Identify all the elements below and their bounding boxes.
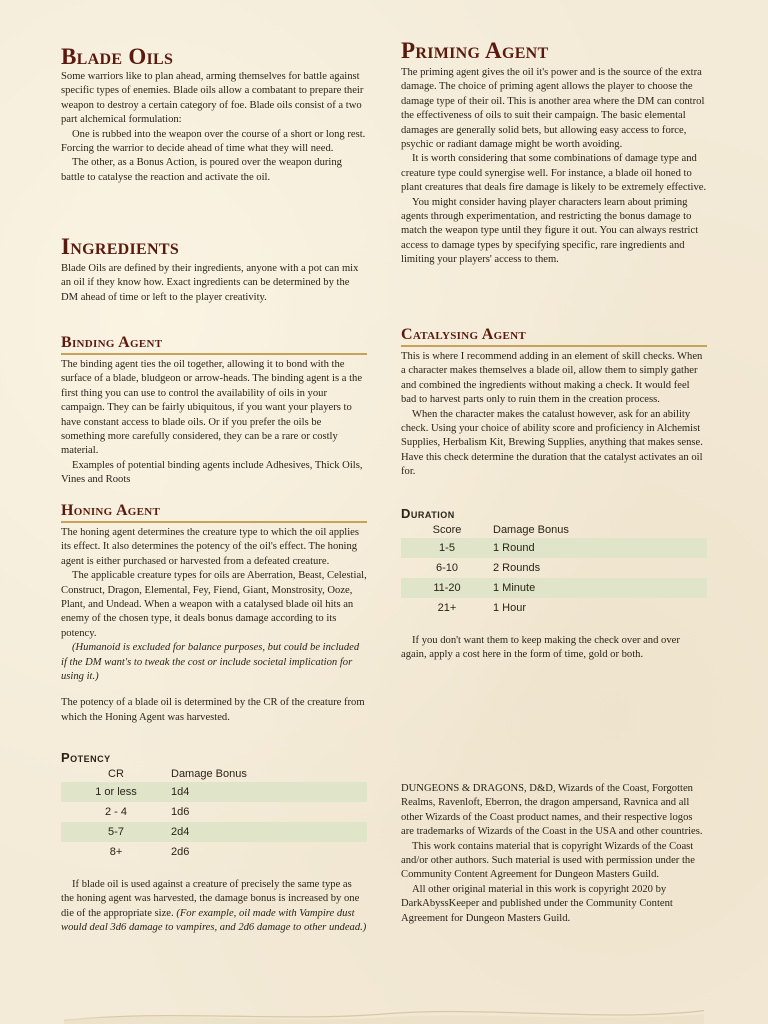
table-cell: 2d4	[171, 822, 367, 842]
table-cell: 2 - 4	[104, 806, 127, 818]
duration-table	[401, 521, 707, 618]
catalysing-agent-section	[401, 350, 707, 480]
table-cell: 21+	[437, 602, 457, 614]
table-row	[61, 782, 367, 802]
table-row	[401, 598, 707, 618]
heading-duration: Duration	[401, 506, 455, 521]
table-row	[401, 538, 707, 558]
table-row	[61, 822, 367, 842]
table-cell: 11-20	[401, 578, 493, 598]
blade-oils-section	[61, 70, 367, 185]
potency-table	[61, 765, 367, 862]
potency-note	[61, 878, 367, 936]
heading-ingredients: Ingredients	[61, 234, 180, 259]
table-cell: 2d6	[171, 846, 190, 858]
table-row	[401, 578, 707, 598]
paragraph: All other original material in this work is copyright 2020 by DarkAbyssKeeper and published under the Community Content Agreement for Dungeon Masters Guild.	[401, 883, 673, 924]
heading-binding-agent: Binding Agent	[61, 334, 367, 355]
table-cell: 5-7	[61, 822, 171, 842]
paragraph: The other, as a Bonus Action, is poured over the weapon during battle to catalyse the reaction and activate the oil.	[61, 157, 342, 183]
table-cell: 1d6	[171, 806, 190, 818]
heading-potency: Potency	[61, 750, 111, 765]
table-row	[401, 558, 707, 578]
table-header: Damage Bonus	[493, 523, 569, 536]
paragraph: The honing agent determines the creature type to which the oil applies its effect. It also determines the potency of the oil's effect. The honing agent is either purchased or harvested from a defeated creature.	[61, 527, 359, 567]
table-row	[61, 842, 367, 862]
table-cell: 8+	[109, 846, 123, 858]
table-cell: 1 Round	[493, 538, 707, 558]
paragraph: Blade Oils are defined by their ingredients, anyone with a pot can mix an oil if they know how. Exact ingredients can be determined by the DM ahead of time or left to the player creativity.	[61, 263, 359, 303]
table-header: Score	[432, 523, 462, 536]
table-cell: 1 Hour	[493, 602, 527, 614]
paragraph: Examples of potential binding agents include Adhesives, Thick Oils, Vines and Roots	[61, 459, 363, 486]
honing-agent-section	[61, 526, 367, 725]
priming-agent-section	[401, 66, 707, 268]
paragraph: The applicable creature types for oils are Aberration, Beast, Celestial, Construct, Dragon, Elemental, Fey, Fiend, Giant, Monstrosity, Ooze, Plant, and Undead. When a weapon with a catalysed blade oil hits an enemy of the chosen type, it deals bonus damage according to its potency.	[61, 570, 367, 639]
table-header: Damage Bonus	[171, 767, 247, 780]
heading-blade-oils: Blade Oils	[61, 44, 174, 69]
table-cell: 1 or less	[61, 782, 171, 802]
table-header-row	[401, 521, 707, 538]
table-cell: 1 Minute	[493, 578, 707, 598]
binding-agent-section	[61, 358, 367, 488]
paragraph	[61, 878, 367, 936]
note-italic-text: (For example, oil made with Vampire dust would deal 3d6 damage to vampires, and 2d6 damage to other undead.)	[61, 907, 367, 934]
paragraph: This work contains material that is copyright Wizards of the Coast and/or other authors. Such material is used with permission under the Community Content Agreement for Dungeon Masters Guild.	[401, 840, 695, 881]
paragraph: If you don't want them to keep making the check over and over again, apply a cost here in the form of time, gold or both.	[401, 635, 680, 661]
paragraph: DUNGEONS & DRAGONS, D&D, Wizards of the Coast, Forgotten Realms, Ravenloft, Eberron, the dragon ampersand, Ravnica and all other Wizards of the Coast product names, and their respective logos are trademarks of Wizards of the Coast in the USA and other countries.	[401, 783, 703, 838]
table-header: CR	[108, 767, 124, 780]
table-row	[61, 802, 367, 822]
heading-priming-agent: Priming Agent	[401, 38, 549, 63]
paragraph: One is rubbed into the weapon over the course of a short or long rest. Forcing the warrior to decide ahead of time what they will need.	[61, 128, 366, 155]
paragraph: This is where I recommend adding in an element of skill checks. When a character makes themselves a blade oil, allow them to simply gather and combined the ingredients without making a check. It would feel bad to harvest parts only to ruin them in the creation process.	[401, 351, 703, 406]
table-cell: 6-10	[435, 562, 459, 574]
legal-notice	[401, 782, 707, 926]
table-cell: 1-5	[401, 538, 493, 558]
duration-note	[401, 634, 707, 663]
paragraph: You might consider having player characters learn about priming agents through experimentation, and restricting the bonus damage to match the weapon type until they figure it out. You can always restrict access to damage types by specifying specific, rare ingredients and limiting your players' access to them.	[401, 196, 699, 266]
table-header-row	[61, 765, 367, 782]
note-text: If blade oil is used against a creature of precisely the same type as the honing agent was harvested, the damage bonus is increased by one die of the appropriate size.	[61, 879, 360, 919]
paragraph-italic: (Humanoid is excluded for balance purposes, but could be included if the DM want's to tweak the cost or include societal implication for using it.)	[61, 642, 360, 683]
table-cell: 1d4	[171, 782, 367, 802]
ingredients-section	[61, 262, 367, 305]
paragraph: It is worth considering that some combinations of damage type and creature type could synergise well. For instance, a blade oil honed to plant creatures that deals fire damage is likely to be extremely effective.	[401, 153, 707, 194]
heading-catalysing-agent: Catalysing Agent	[401, 326, 707, 347]
paragraph: The priming agent gives the oil it's power and is the source of the extra damage. The choice of priming agent allows the player to choose the damage type of their oil. This is another area where the DM can control the effectiveness of oils to suit their campaign. The basic elemental damages are generally solid bets, but allowing easy access to force, psychic or radiant damage might be worth avoiding.	[401, 67, 705, 151]
paragraph: The potency of a blade oil is determined by the CR of the creature from which the Honing Agent was harvested.	[61, 697, 365, 723]
footer-ornament	[0, 1004, 768, 1024]
paragraph: Some warriors like to plan ahead, arming themselves for battle against specific types of enemies. Blade oils allow a combatant to prepare their weapon to destroy a certain category of foe. Blade oils consist of a two part alchemical formulation:	[61, 71, 364, 126]
paragraph: When the character makes the catalust however, ask for an ability check. Using your choice of ability score and proficiency in Alchemist Supplies, Herbalism Kit, Brewing Supplies, anything that makes sense. Have this check determine the duration that the catalyst activates an oil for.	[401, 408, 703, 478]
heading-honing-agent: Honing Agent	[61, 502, 367, 523]
paragraph: The binding agent ties the oil together, allowing it to bond with the surface of a blade, bludgeon or arrow-heads. The binding agent is a the first thing you can use to control the availability of oils in your campaign. They can be fairly ubiquitous, if you want your players to have constant access to blade oils. Or if you prefer the oils be something more carefully considered, they can be a rare or costly material.	[61, 359, 363, 457]
table-cell: 2 Rounds	[493, 562, 541, 574]
